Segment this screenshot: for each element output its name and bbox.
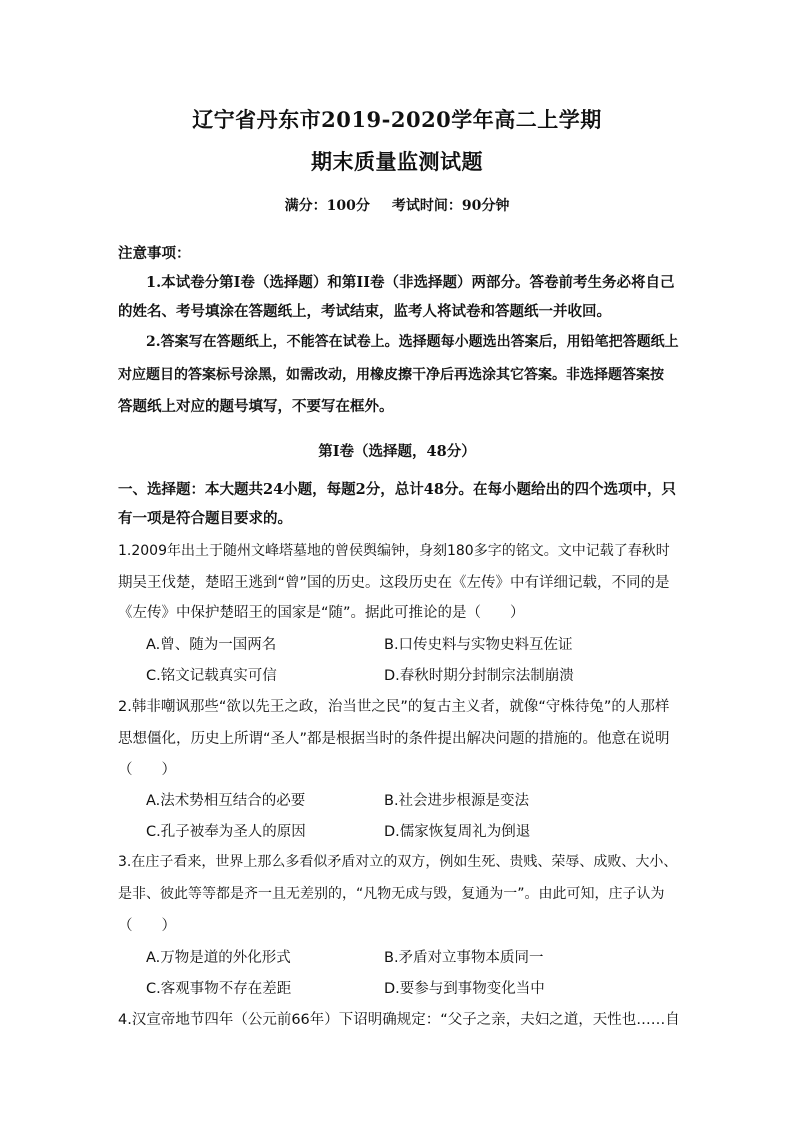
question-3-option-b: B.矛盾对立事物本质同一 (384, 950, 544, 966)
section-title: 第I卷（选择题，48分） (318, 443, 476, 460)
question-3-line: 3.在庄子看来，世界上那么多看似矛盾对立的双方，例如生死、贵贱、荣辱、成败、大小、 (118, 854, 678, 870)
exam-info (0, 195, 794, 215)
notes-heading: 注意事项： (118, 245, 191, 262)
question-1-option-d: D.春秋时期分封制宗法制崩溃 (384, 668, 574, 684)
question-3-option-a: A.万物是道的外化形式 (146, 950, 291, 966)
notes-line: 对应题目的答案标号涂黑，如需改动，用橡皮擦干净后再选涂其它答案。非选择题答案按 (118, 367, 664, 383)
question-2-line: 2.韩非嘲讽那些“欲以先王之政，治当世之民”的复古主义者，就像“守株待兔”的人那样 (118, 699, 670, 715)
notes-line: 1.本试卷分第I卷（选择题）和第II卷（非选择题）两部分。答卷前考生务必将自己 (146, 274, 675, 291)
question-2-line: 思想僵化，历史上所谓“圣人”都是根据当时的条件提出解决问题的措施的。他意在说明 (118, 731, 670, 747)
question-3-line: 是非、彼此等等都是齐一且无差别的，“凡物无成与毁，复通为一”。由此可知，庄子认为 (118, 886, 665, 902)
question-1-line: 1.2009年出土于随州文峰塔墓地的曾侯舆编钟，身刻180多字的铭文。文中记载了春秋时 (118, 543, 670, 559)
question-1-option-b: B.口传史料与实物史料互佐证 (384, 637, 573, 653)
score-text: 满分：100分 (284, 198, 370, 214)
question-1-option-c: C.铭文记载真实可信 (146, 668, 277, 684)
question-4-line: 4.汉宣帝地节四年（公元前66年）下诏明确规定：“父子之亲，夫妇之道，天性也……自 (118, 1012, 680, 1028)
notes-line: 2.答案写在答题纸上，不能答在试卷上。选择题每小题选出答案后，用铅笔把答题纸上 (146, 334, 679, 350)
section-instruction: 一、选择题：本大题共24小题，每题2分，总计48分。在每小题给出的四个选项中，只 (118, 481, 676, 498)
exam-title-line1: 辽宁省丹东市2019-2020学年高二上学期 (192, 107, 602, 132)
notes-line: 的姓名、考号填涂在答题纸上，考试结束，监考人将试卷和答题纸一并收回。 (118, 303, 611, 320)
question-2-option-b: B.社会进步根源是变法 (384, 793, 530, 809)
question-3-option-c: C.客观事物不存在差距 (146, 981, 292, 997)
question-1-line: 期吴王伐楚，楚昭王逃到“曾”国的历史。这段历史在《左传》中有详细记载，不同的是 (118, 575, 670, 591)
exam-title-line2: 期末质量监测试题 (311, 149, 483, 174)
question-1-option-a: A.曾、随为一国两名 (146, 637, 277, 653)
question-1-line: 《左传》中保护楚昭王的国家是“随”。据此可推论的是（ ） (118, 605, 525, 621)
question-3-line: （ ） (118, 918, 176, 934)
time-text: 考试时间：90分钟 (391, 198, 510, 214)
question-2-option-c: C.孔子被奉为圣人的原因 (146, 824, 306, 840)
question-2-option-a: A.法术势相互结合的必要 (146, 793, 306, 809)
section-instruction: 有一项是符合题目要求的。 (118, 510, 292, 527)
notes-line: 答题纸上对应的题号填写，不要写在框外。 (118, 398, 394, 415)
question-2-line: （ ） (118, 762, 176, 778)
question-2-option-d: D.儒家恢复周礼为倒退 (384, 824, 531, 840)
question-3-option-d: D.要参与到事物变化当中 (384, 981, 545, 997)
